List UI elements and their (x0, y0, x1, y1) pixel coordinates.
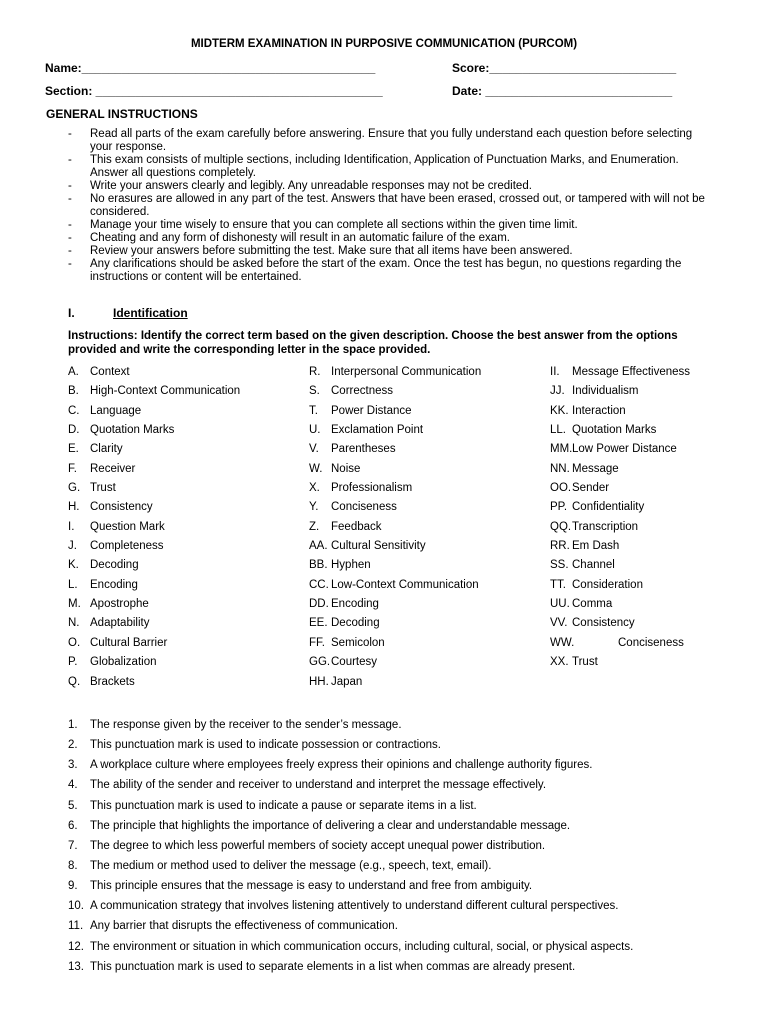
choice-item (550, 616, 690, 635)
question-item (68, 758, 748, 778)
question-item (68, 778, 748, 798)
choice-term: High-Context Communication (90, 385, 241, 398)
choice-item (309, 655, 481, 674)
exam-title: MIDTERM EXAMINATION IN PURPOSIVE COMMUNICATION (PURCOM) (190, 38, 578, 50)
choice-item (309, 520, 481, 539)
question-number: 4. (68, 779, 78, 792)
choice-item (309, 365, 481, 384)
choice-term: Message (572, 462, 619, 475)
choice-term: Decoding (90, 559, 139, 572)
choice-letter: S. (309, 385, 320, 398)
choice-item (550, 462, 690, 481)
question-text: The medium or method used to deliver the message (e.g., speech, text, email). (90, 859, 492, 872)
choice-item (550, 539, 690, 558)
choice-item (68, 558, 240, 577)
general-instructions-heading: GENERAL INSTRUCTIONS (46, 107, 198, 121)
choice-item (309, 636, 481, 655)
instruction-item: - This exam consists of multiple sections, including Identification, Application of Punctuation Marks, and Enumeration. Answer all questions completely. (68, 154, 679, 179)
choice-term: Consideration (572, 578, 643, 591)
question-item (68, 718, 748, 738)
choice-letter: EE. (309, 617, 328, 630)
instruction-item: - Write your answers clearly and legibly. Any unreadable responses may not be credited. (68, 180, 532, 192)
choice-term: Individualism (572, 385, 639, 398)
choice-letter: A. (68, 366, 79, 378)
choice-term: Hyphen (331, 559, 371, 572)
choice-letter: Y. (309, 501, 319, 514)
choice-letter: T. (309, 404, 318, 417)
date-field[interactable]: Date: ____________________________ (452, 84, 673, 98)
choice-letter: Z. (309, 520, 320, 533)
choices-column-1 (68, 365, 240, 694)
question-number: 2. (68, 739, 78, 752)
choice-letter: GG. (309, 656, 331, 669)
choice-letter: V. (309, 443, 319, 456)
question-text: The principle that highlights the importance of delivering a clear and understandable message. (90, 819, 571, 832)
question-text: The degree to which less powerful members of society accept unequal power distribution. (90, 839, 546, 852)
choice-term: Consistency (90, 501, 153, 514)
choice-term: Power Distance (331, 404, 412, 417)
choice-term: Exclamation Point (331, 424, 424, 437)
choice-term: Noise (331, 462, 361, 475)
choice-term: Message Effectiveness (572, 366, 691, 378)
question-number: 13. (68, 960, 84, 973)
choice-item (309, 384, 481, 403)
question-item (68, 899, 748, 919)
choice-term: Quotation Marks (90, 424, 175, 437)
choice-term: Encoding (331, 598, 379, 611)
choice-letter: II. (550, 366, 560, 378)
choice-item (68, 597, 240, 616)
question-number: 3. (68, 759, 78, 772)
choice-letter: G. (68, 482, 81, 495)
instruction-item: - Cheating and any form of dishonesty will result in an automatic failure of the exam. (68, 232, 510, 244)
choice-term: Quotation Marks (572, 424, 657, 437)
choice-letter: R. (309, 366, 321, 378)
question-item (68, 738, 748, 758)
question-number: 1. (68, 719, 78, 731)
choice-item (550, 597, 690, 616)
choice-item (309, 423, 481, 442)
choices-column-2 (309, 365, 481, 694)
choice-letter: W. (309, 462, 323, 475)
instruction-item: - Any clarifications should be asked before the start of the exam. Once the test has begun, no questions regarding the instructions or content will be entertained. (68, 258, 682, 283)
choice-letter: C. (68, 404, 80, 417)
choice-letter: H. (68, 501, 80, 514)
choice-letter: U. (309, 424, 321, 437)
choice-item (68, 442, 240, 461)
question-number: 9. (68, 880, 78, 893)
instruction-item: - No erasures are allowed in any part of the test. Answers that have been erased, crossed out, or tampered with will not be considered. (68, 193, 705, 218)
choice-term: Courtesy (331, 656, 378, 669)
choice-term: Em Dash (572, 540, 620, 553)
choice-letter: J. (68, 540, 77, 553)
choice-item (68, 539, 240, 558)
choice-term: Apostrophe (90, 598, 149, 611)
choice-term: Feedback (331, 520, 382, 533)
choice-item (68, 423, 240, 442)
choices-column-3 (550, 365, 690, 675)
choice-letter: KK. (550, 404, 569, 417)
question-text: A workplace culture where employees freely express their opinions and challenge authority figures. (90, 759, 593, 772)
choice-letter: O. (68, 636, 81, 649)
question-number: 10. (68, 900, 84, 913)
question-number: 8. (68, 859, 78, 872)
choice-letter: K. (68, 559, 79, 572)
choice-term: Comma (572, 598, 613, 611)
question-number: 6. (68, 819, 78, 832)
choice-item (309, 558, 481, 577)
question-number: 7. (68, 839, 78, 852)
choice-term: Low Power Distance (572, 443, 677, 456)
choice-item (309, 597, 481, 616)
choice-term: Interpersonal Communication (331, 366, 482, 378)
question-text: This punctuation mark is used to separate elements in a list when commas are already present. (90, 960, 576, 973)
choice-item (550, 636, 690, 655)
section-number: I. (68, 306, 75, 320)
question-text: A communication strategy that involves listening attentively to understand different cultural perspectives. (90, 900, 619, 913)
choice-item (550, 520, 690, 539)
choice-item (309, 675, 481, 694)
choice-item (550, 442, 690, 461)
question-number: 11. (68, 920, 84, 933)
choice-term: Cultural Barrier (90, 636, 168, 649)
choice-letter: VV. (550, 617, 568, 630)
choice-item (68, 616, 240, 635)
choice-term: Conciseness (618, 636, 684, 649)
question-item (68, 919, 748, 939)
choice-item (550, 404, 690, 423)
choice-letter: PP. (550, 501, 568, 514)
choice-item (68, 500, 240, 519)
choice-letter: M. (68, 598, 81, 611)
choice-letter: HH. (309, 675, 329, 688)
choice-term: Encoding (90, 578, 138, 591)
instruction-item: - Read all parts of the exam carefully before answering. Ensure that you fully understand each question before selecting your response. (68, 128, 693, 153)
choice-term: Context (90, 366, 130, 378)
score-field[interactable]: Score:____________________________ (452, 61, 677, 75)
choice-item (309, 578, 481, 597)
choice-item (309, 500, 481, 519)
instruction-item: - Review your answers before submitting the test. Make sure that all items have been answered. (68, 245, 573, 257)
choice-term: Language (90, 404, 142, 417)
choice-letter: L. (68, 578, 78, 591)
choice-letter: I. (68, 520, 75, 533)
choice-term: Adaptability (90, 617, 150, 630)
choice-item (68, 636, 240, 655)
choice-item (309, 539, 481, 558)
choice-letter: LL. (550, 424, 566, 437)
choice-term: Trust (90, 482, 116, 495)
name-field[interactable]: Name:____________________________________________ (45, 61, 376, 75)
choice-term: Globalization (90, 656, 157, 669)
choice-letter: WW. (550, 636, 575, 649)
choice-letter: AA. (309, 540, 328, 553)
questions-list (68, 718, 748, 980)
choice-term: Completeness (90, 540, 164, 553)
choice-item (68, 520, 240, 539)
choice-letter: RR. (550, 540, 570, 553)
general-instructions-list (68, 128, 716, 284)
choice-letter: DD. (309, 598, 329, 611)
choice-letter: F. (68, 462, 77, 475)
choice-letter: Q. (68, 675, 81, 688)
choice-term: Trust (572, 656, 598, 669)
question-text: Any barrier that disrupts the effectiveness of communication. (90, 920, 398, 933)
question-number: 5. (68, 799, 78, 812)
choice-item (68, 462, 240, 481)
question-item (68, 839, 748, 859)
choice-item (550, 481, 690, 500)
choice-letter: D. (68, 424, 80, 437)
choice-term: Question Mark (90, 520, 165, 533)
choice-item (550, 423, 690, 442)
choice-item (68, 365, 240, 384)
choice-letter: JJ. (550, 385, 565, 398)
choice-letter: CC. (309, 578, 329, 591)
choice-item (550, 578, 690, 597)
section-heading (68, 306, 188, 320)
choice-term: Semicolon (331, 636, 385, 649)
choice-letter: XX. (550, 656, 569, 669)
choice-item (309, 404, 481, 423)
choice-letter: B. (68, 385, 79, 398)
choice-term: Receiver (90, 462, 136, 475)
choice-item (68, 675, 240, 694)
question-item (68, 940, 748, 960)
choice-item (68, 481, 240, 500)
question-text: The ability of the sender and receiver to understand and interpret the message effectively. (90, 779, 547, 792)
choice-item (309, 616, 481, 635)
choice-term: Interaction (572, 404, 626, 417)
choice-term: Clarity (90, 443, 123, 456)
choice-item (68, 384, 240, 403)
choice-letter: N. (68, 617, 80, 630)
section-instructions: Instructions: Identify the correct term based on the given description. Choose the best answer from the options provided and write the corresponding letter in the space provided. (68, 330, 678, 356)
instruction-item: - Manage your time wisely to ensure that you can complete all sections within the given time limit. (68, 219, 578, 231)
question-item (68, 859, 748, 879)
choice-letter: NN. (550, 462, 570, 475)
question-item (68, 879, 748, 899)
section-field[interactable]: Section: ___________________________________________ (45, 84, 383, 98)
choice-item (550, 558, 690, 577)
choice-letter: X. (309, 482, 320, 495)
choice-item (550, 500, 690, 519)
choice-item (550, 384, 690, 403)
choice-term: Sender (572, 482, 610, 495)
choice-letter: OO. (550, 482, 572, 495)
question-text: The environment or situation in which communication occurs, including cultural, social, or physical aspects. (90, 940, 634, 953)
question-number: 12. (68, 940, 84, 953)
choice-term: Channel (572, 559, 615, 572)
choice-letter: UU. (550, 598, 570, 611)
choice-letter: P. (68, 656, 78, 669)
choice-term: Brackets (90, 675, 135, 688)
choice-term: Professionalism (331, 482, 413, 495)
choice-item (309, 462, 481, 481)
choice-item (550, 365, 690, 384)
choice-term: Correctness (331, 385, 393, 398)
choice-item (550, 655, 690, 674)
choice-letter: BB. (309, 559, 328, 572)
question-item (68, 819, 748, 839)
choice-item (68, 578, 240, 597)
choice-letter: FF. (309, 636, 325, 649)
question-item (68, 799, 748, 819)
choice-term: Conciseness (331, 501, 397, 514)
choice-letter: E. (68, 443, 79, 456)
choice-term: Transcription (572, 520, 639, 533)
choice-term: Consistency (572, 617, 635, 630)
question-text: The response given by the receiver to the sender’s message. (90, 719, 402, 731)
choice-letter: SS. (550, 559, 569, 572)
question-text: This principle ensures that the message is easy to understand and free from ambiguity. (90, 880, 533, 893)
choice-letter: TT. (550, 578, 566, 591)
choice-letter: QQ. (550, 520, 572, 533)
choice-term: Low-Context Communication (331, 578, 479, 591)
choice-term: Confidentiality (572, 501, 645, 514)
choice-term: Japan (331, 675, 363, 688)
question-text: This punctuation mark is used to indicate possession or contractions. (90, 739, 441, 752)
choice-term: Parentheses (331, 443, 396, 456)
question-text: This punctuation mark is used to indicate a pause or separate items in a list. (90, 799, 477, 812)
choice-item (309, 481, 481, 500)
choice-letter: MM. (550, 443, 573, 456)
choice-item (309, 442, 481, 461)
choice-item (68, 404, 240, 423)
choice-term: Decoding (331, 617, 380, 630)
choice-item (68, 655, 240, 674)
section-name: Identification (113, 306, 188, 320)
choice-term: Cultural Sensitivity (331, 540, 426, 553)
question-item (68, 960, 748, 980)
